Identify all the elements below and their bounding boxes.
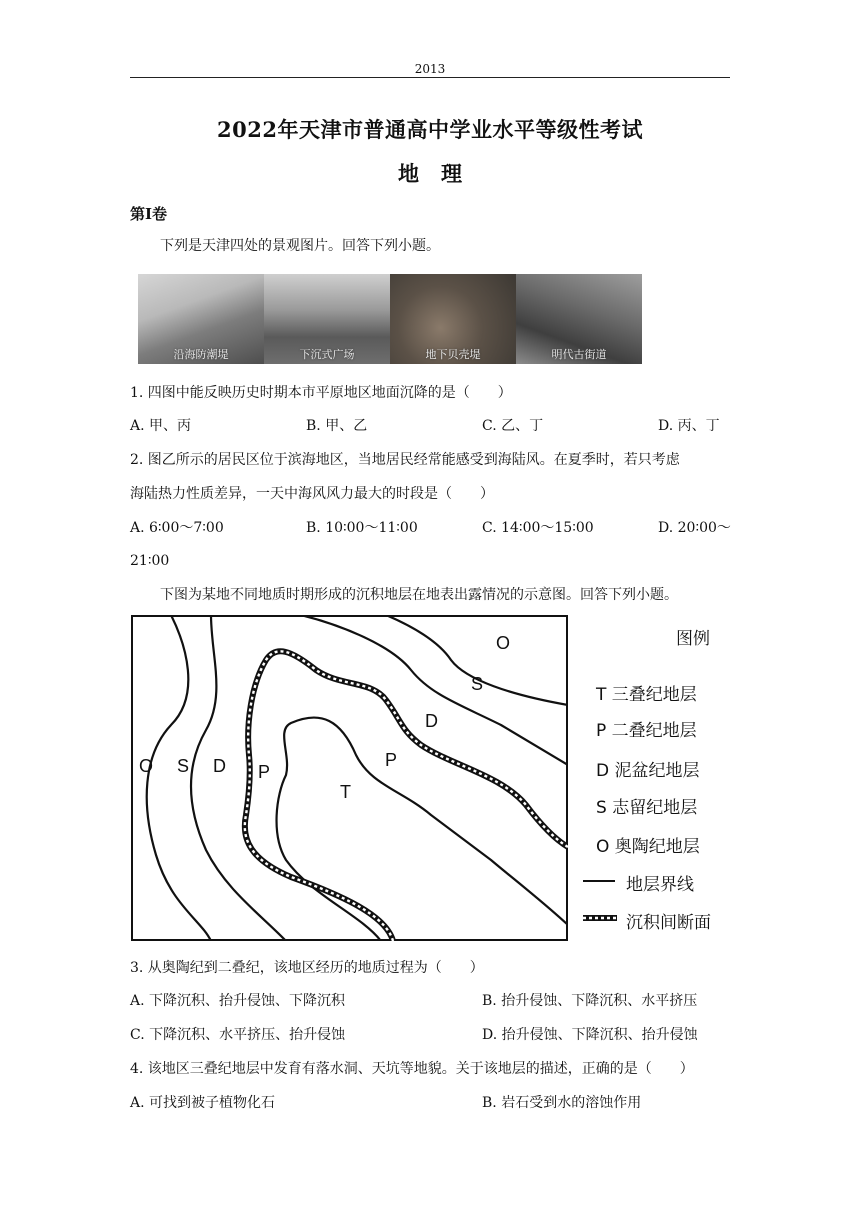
intro-text-2: 下图为某地不同地质时期形成的沉积地层在地表出露情况的示意图。回答下列小题。 — [160, 587, 678, 603]
exam-subject: 地理 — [398, 161, 484, 186]
map-label-t: T — [340, 782, 351, 802]
header-divider — [130, 77, 730, 78]
photo-caption: 沿海防潮堤 — [173, 348, 229, 361]
question-1-option-c: C. 乙、丁 — [482, 418, 544, 434]
question-1-option-d: D. 丙、丁 — [658, 418, 720, 434]
map-label-s-left: S — [177, 756, 190, 776]
question-4-option-b: B. 岩石受到水的溶蚀作用 — [482, 1095, 642, 1111]
legend-boundary: 地层界线 — [626, 875, 694, 895]
map-label-p-right: P — [385, 750, 398, 770]
landscape-photo-strip — [138, 274, 642, 364]
question-3-option-a: A. 下降沉积、抬升侵蚀、下降沉积 — [130, 993, 346, 1009]
photo-sunken-plaza — [264, 274, 390, 364]
intro-text-1: 下列是天津四处的景观图片。回答下列小题。 — [160, 238, 440, 254]
legend-unconformity: 沉积间断面 — [626, 913, 711, 933]
question-1-stem: 1. 四图中能反映历史时期本市平原地区地面沉降的是（ ） — [130, 385, 512, 401]
photo-ming-street — [516, 274, 642, 364]
question-2-option-b: B. 10∶00～11∶00 — [306, 520, 418, 536]
question-1-option-b: B. 甲、乙 — [306, 418, 368, 434]
legend-unconformity-icon — [583, 913, 617, 923]
photo-shell-ridge — [390, 274, 516, 364]
legend-triassic: T 三叠纪地层 — [596, 685, 697, 705]
question-3-option-c: C. 下降沉积、水平挤压、抬升侵蚀 — [130, 1027, 346, 1043]
photo-caption: 明代古街道 — [551, 348, 607, 361]
legend-ordovician: O 奥陶纪地层 — [596, 837, 700, 857]
photo-caption: 下沉式广场 — [299, 348, 355, 361]
legend-boundary-line-icon — [583, 880, 615, 882]
legend-permian: P 二叠纪地层 — [596, 721, 697, 741]
photo-seawall — [138, 274, 264, 364]
question-3-option-d: D. 抬升侵蚀、下降沉积、抬升侵蚀 — [482, 1027, 698, 1043]
geologic-map — [131, 615, 568, 941]
question-2-option-d: D. 20∶00～ — [658, 520, 731, 536]
question-2-option-d-wrap: 21∶00 — [130, 553, 170, 569]
map-label-d-left: D — [213, 756, 226, 776]
map-label-p-left: P — [258, 762, 271, 782]
question-2-stem-line1: 2. 图乙所示的居民区位于滨海地区，当地居民经常能感受到海陆风。在夏季时，若只考虑 — [130, 452, 680, 468]
map-label-s-right: S — [471, 674, 484, 694]
map-label-d-right: D — [425, 711, 438, 731]
question-2-option-a: A. 6∶00～7∶00 — [130, 520, 224, 536]
page-number: 2013 — [414, 62, 446, 76]
exam-title: 2022年天津市普通高中学业水平等级性考试 — [217, 117, 643, 142]
question-3-option-b: B. 抬升侵蚀、下降沉积、水平挤压 — [482, 993, 698, 1009]
legend-devonian: D 泥盆纪地层 — [596, 761, 700, 781]
question-2-stem-line2: 海陆热力性质差异，一天中海风风力最大的时段是（ ） — [130, 486, 494, 502]
question-3-stem: 3. 从奥陶纪到二叠纪，该地区经历的地质过程为（ ） — [130, 960, 484, 976]
map-label-o-left: O — [139, 756, 154, 776]
question-4-option-a: A. 可找到被子植物化石 — [130, 1095, 276, 1111]
legend-silurian: S 志留纪地层 — [596, 798, 698, 818]
question-4-stem: 4. 该地区三叠纪地层中发育有落水洞、天坑等地貌。关于该地层的描述，正确的是（ ） — [130, 1061, 694, 1077]
section-heading: 第Ⅰ卷 — [130, 205, 168, 223]
photo-caption: 地下贝壳堤 — [425, 348, 481, 361]
question-2-option-c: C. 14∶00～15∶00 — [482, 520, 594, 536]
question-1-option-a: A. 甲、丙 — [130, 418, 192, 434]
map-label-o-right: O — [496, 633, 511, 653]
legend-title: 图例 — [676, 629, 710, 649]
